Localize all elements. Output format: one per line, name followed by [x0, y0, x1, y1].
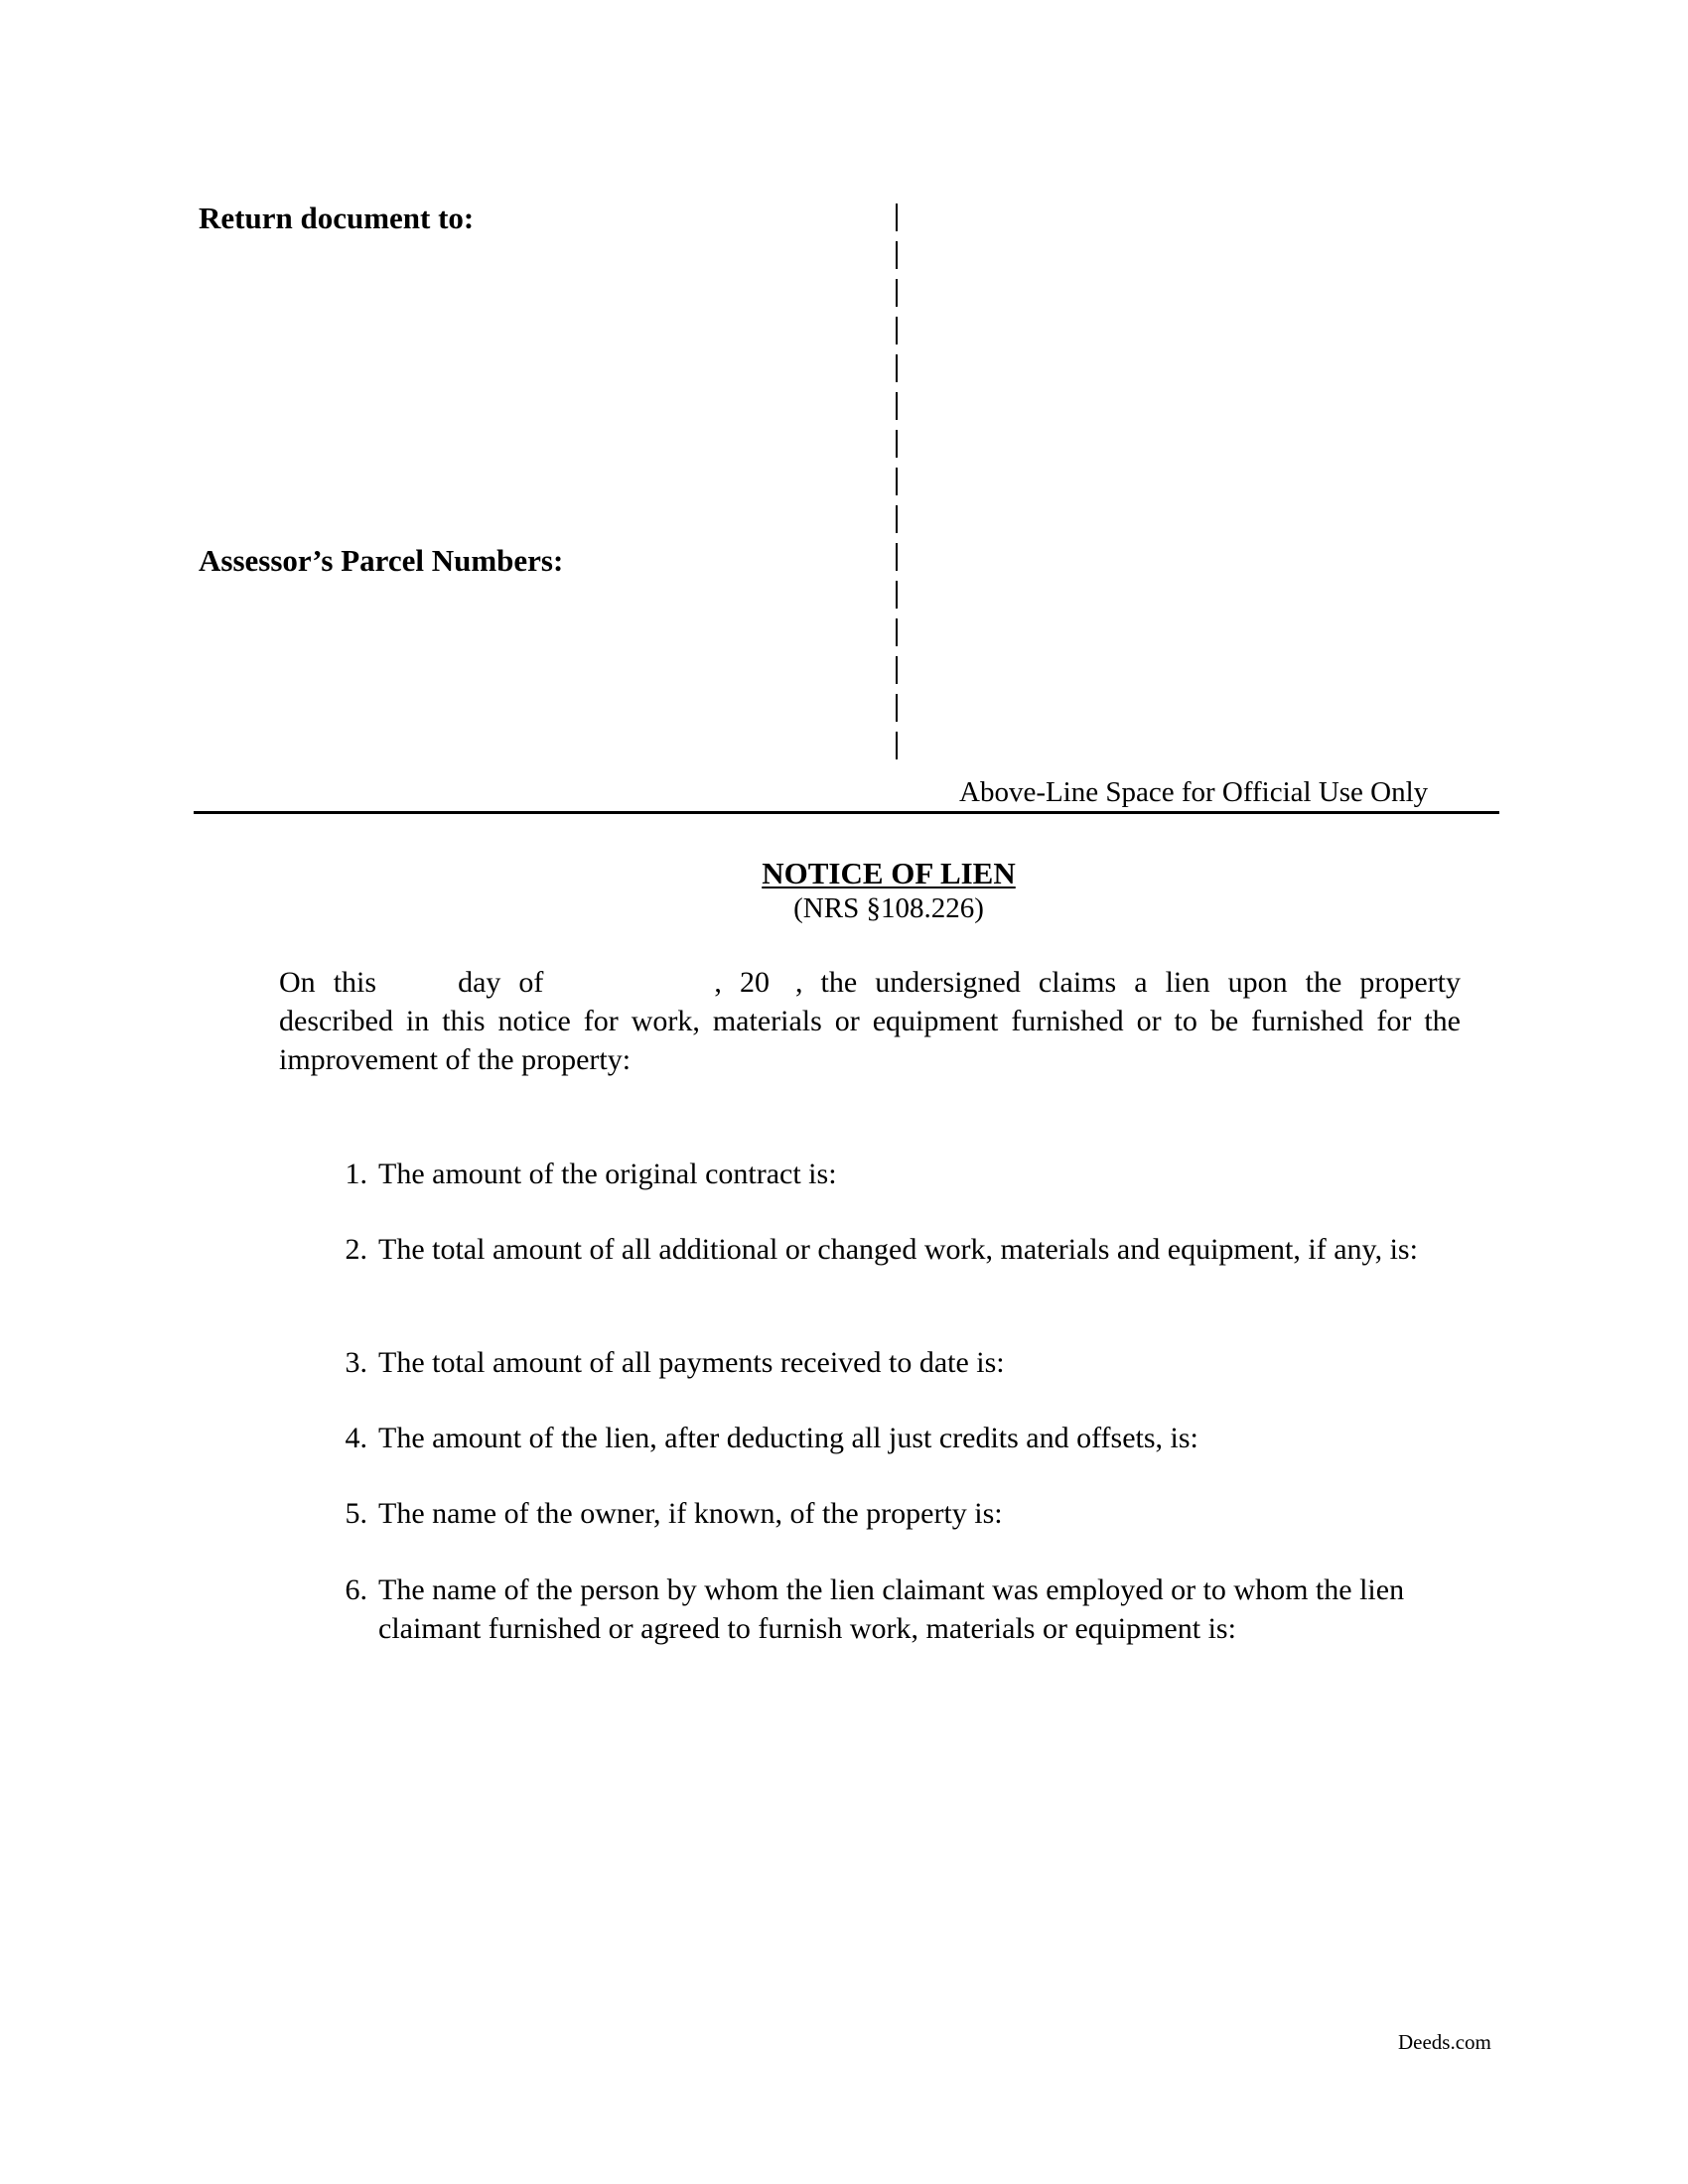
footer-brand: Deeds.com: [1398, 2030, 1491, 2054]
list-item-text: The amount of the lien, after deducting all just credits and offsets, is:: [378, 1422, 1198, 1454]
document-title: NOTICE OF LIEN: [762, 856, 1016, 890]
intro-rest: , the undersigned claims a lien upon the property described in this notice for work, materials or equipment furnished or to be furnished for the improvement of the property:: [279, 966, 1461, 1076]
list-item-number: 3.: [345, 1346, 367, 1379]
intro-year-prefix: , 20: [714, 966, 770, 999]
intro-on-this: On this: [279, 966, 377, 999]
recording-divider: [194, 811, 1499, 814]
list-item-text: The total amount of all additional or changed work, materials and equipment, if any, is:: [378, 1233, 1418, 1266]
list-item-number: 2.: [345, 1233, 367, 1266]
list-item-number: 6.: [345, 1573, 367, 1606]
intro-day-of: day of: [458, 966, 544, 999]
list-item-number: 1.: [345, 1158, 367, 1190]
statute-reference: (NRS §108.226): [793, 892, 984, 924]
list-item-number: 5.: [345, 1497, 367, 1530]
list-item-text: The total amount of all payments received to date is:: [378, 1346, 1005, 1379]
official-use-separator: [896, 204, 900, 769]
list-item-number: 4.: [345, 1422, 367, 1454]
list-item-text: The amount of the original contract is:: [378, 1158, 837, 1190]
return-document-label: Return document to:: [199, 201, 475, 235]
list-item-text: The name of the owner, if known, of the property is:: [378, 1497, 1003, 1530]
intro-paragraph: [279, 963, 1461, 1079]
official-use-note: Above-Line Space for Official Use Only: [959, 776, 1429, 808]
parcel-numbers-label: Assessor’s Parcel Numbers:: [199, 543, 564, 578]
list-item-text: The name of the person by whom the lien claimant was employed or to whom the lien claimant furnished or agreed to furnish work, materials or equipment is:: [378, 1573, 1405, 1645]
